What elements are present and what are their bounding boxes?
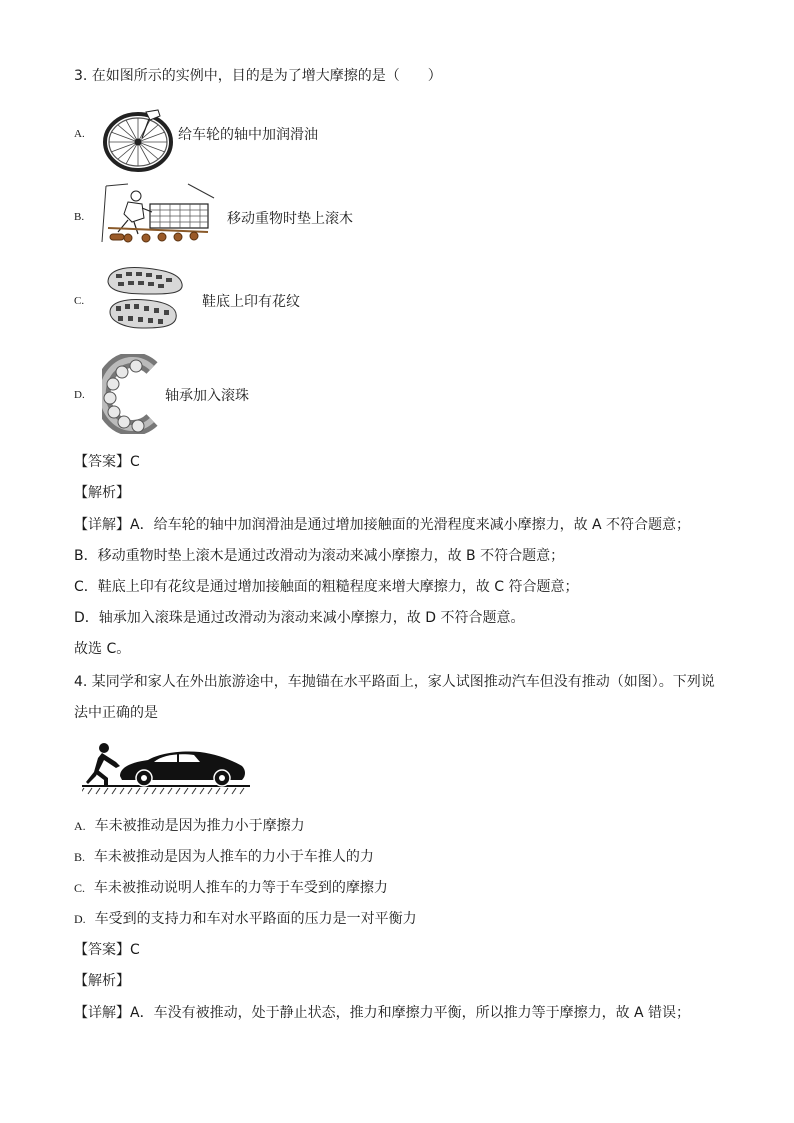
q4-option-c-text: 车未被推动说明人推车的力等于车受到的摩擦力 [93, 880, 388, 896]
shoe-sole-icon [104, 264, 188, 332]
q4-option-b-text: 车未被推动是因为人推车的力小于车推人的力 [93, 849, 374, 865]
q3-option-a-text: 给车轮的轴中加润滑油 [178, 127, 318, 143]
q3-detail-d: D．轴承加入滚珠是通过改滑动为滚动来减小摩擦力，故 D 不符合题意。 [74, 610, 525, 626]
q4-stem-line2: 法中正确的是 [74, 705, 158, 721]
q4-answer: 【答案】C [74, 942, 140, 958]
q4-stem-line1: 4. 某同学和家人在外出旅游途中，车抛锚在水平路面上，家人试图推动汽车但没有推动（如图）。下列说 [74, 674, 715, 690]
q3-analysis-label: 【解析】 [74, 485, 130, 501]
q4-option-d [74, 909, 417, 929]
q4-option-d-text: 车受到的支持力和车对水平路面的压力是一对平衡力 [94, 911, 417, 927]
q4-option-d-letter: D. [74, 912, 86, 926]
q3-option-c-letter: C. [74, 295, 85, 307]
q3-option-d-letter: D. [74, 389, 85, 401]
q3-option-a-letter: A. [74, 128, 85, 140]
q4-option-c-letter: C. [74, 881, 86, 895]
q4-option-a-text: 车未被推动是因为推力小于摩擦力 [94, 818, 305, 834]
q4-option-a-letter: A. [74, 819, 86, 833]
q3-conclusion: 故选 C。 [74, 641, 131, 657]
q3-option-b-letter: B. [74, 211, 85, 223]
person-pushing-car-icon [82, 740, 252, 796]
rolling-logs-icon [98, 182, 216, 246]
bicycle-wheel-icon [102, 108, 176, 172]
q4-option-c [74, 878, 388, 898]
q3-detail-c: C．鞋底上印有花纹是通过增加接触面的粗糙程度来增大摩擦力，故 C 符合题意； [74, 579, 579, 595]
q3-option-b-text: 移动重物时垫上滚木 [227, 211, 353, 227]
q4-option-b [74, 847, 374, 867]
q3-detail-a: 【详解】A．给车轮的轴中加润滑油是通过增加接触面的光滑程度来减小摩擦力，故 A 不符合题意； [74, 517, 691, 533]
q4-analysis-label: 【解析】 [74, 973, 130, 989]
q3-detail-b: B．移动重物时垫上滚木是通过改滑动为滚动来减小摩擦力，故 B 不符合题意； [74, 548, 565, 564]
q3-stem: 3. 在如图所示的实例中，目的是为了增大摩擦的是（ ） [74, 68, 442, 84]
q4-option-a [74, 816, 305, 836]
q4-option-b-letter: B. [74, 850, 86, 864]
q3-option-d-text: 轴承加入滚珠 [165, 388, 249, 404]
q3-option-c-text: 鞋底上印有花纹 [202, 294, 300, 310]
ball-bearing-icon [102, 354, 164, 434]
q4-detail-a: 【详解】A．车没有被推动，处于静止状态，推力和摩擦力平衡，所以推力等于摩擦力，故 A 错误； [74, 1005, 691, 1021]
q3-answer: 【答案】C [74, 454, 140, 470]
